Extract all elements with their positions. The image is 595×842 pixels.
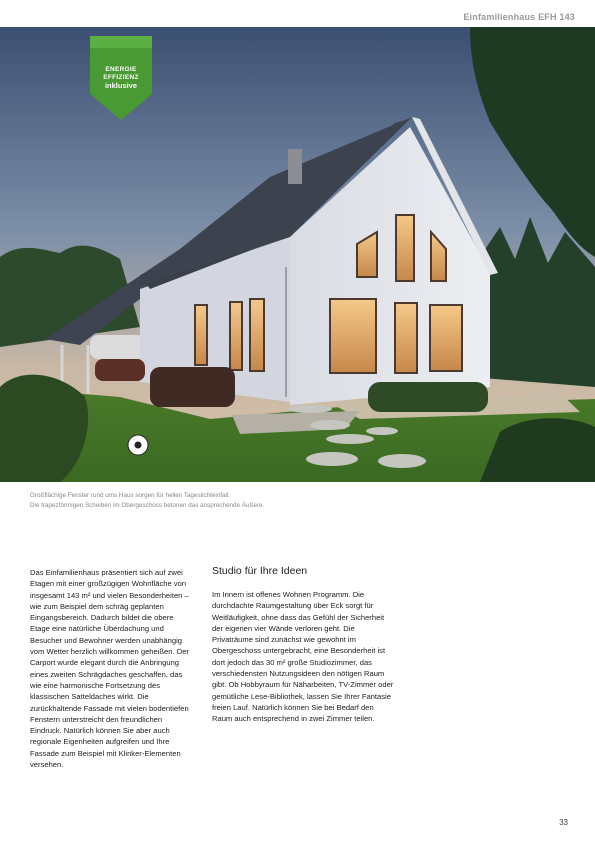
page-number: 33 — [559, 818, 568, 827]
right-column-paragraph: Im Innern ist offenes Wohnen Programm. Die durchdachte Raumgestaltung über Eck sorgt für Weitläufigkeit, ohne dass das Gefühl der Sicherheit der eigenen vier Wände verloren geht. Die Privaträume sind zunächst wie gewohnt im Obergeschoss untergebracht, eine Besonderheit ist dort jedoch das 30 m² große Studiozimmer, das verschiedensten Nutzungsideen den nötigen Raum gibt. Ob Hobbyraum für Näharbeiten, TV-Zimmer oder gemütliche Lese-Bibliothek, lassen Sie Ihrer Fantasie freien Lauf. Natürlich können Sie bei Bedarf den Raum auch entsprechend in zwei Zimmer teilen. — [212, 590, 394, 724]
right-column — [212, 565, 394, 725]
badge-line-1: ENERGIE — [105, 66, 137, 73]
document-header-title: Einfamilienhaus EFH 143 — [463, 12, 575, 22]
left-column — [30, 567, 195, 770]
hero-image — [0, 27, 595, 482]
caption-line-1: Großflächige Fenster rund ums Haus sorgen für hellen Tageslichteinfall. — [30, 492, 231, 499]
badge-line-2: EFFIZIENZ — [103, 74, 139, 81]
section-heading: Studio für Ihre Ideen — [212, 565, 308, 577]
image-caption — [30, 491, 264, 511]
energy-efficiency-badge — [90, 36, 152, 120]
badge-line-3: inklusive — [104, 81, 138, 90]
left-column-paragraph: Das Einfamilienhaus präsentiert sich auf zwei Etagen mit einer großzügigen Wohnfläche von insgesamt 143 m² und vielen Besonderheiten – wie zum Beispiel dem schräg geplanten Eingangsbereich. Dadurch bildet die obere Etage eine natürliche Überdachung und Besucher und Bewohner werden unabhängig vom Wetter herzlich willkommen geheißen. Der Carport wurde elegant durch die Anbringung eines zweiten Schrägdaches geschaffen, das wie eine harmonische Fortsetzung des klassischen Satteldaches wirkt. Die zurückhaltende Fassade mit vielen bodentiefen Fenstern unterstreicht den freundlichen Eindruck. Natürlich können Sie aber auch regionale Eigenheiten aufgreifen und Ihre Fassade zum Beispiel mit Klinker-Elementen versehen. — [30, 568, 189, 770]
caption-line-2: Die trapezförmigen Scheiben im Obergeschoss betonen das ansprechende Äußere. — [30, 502, 265, 509]
